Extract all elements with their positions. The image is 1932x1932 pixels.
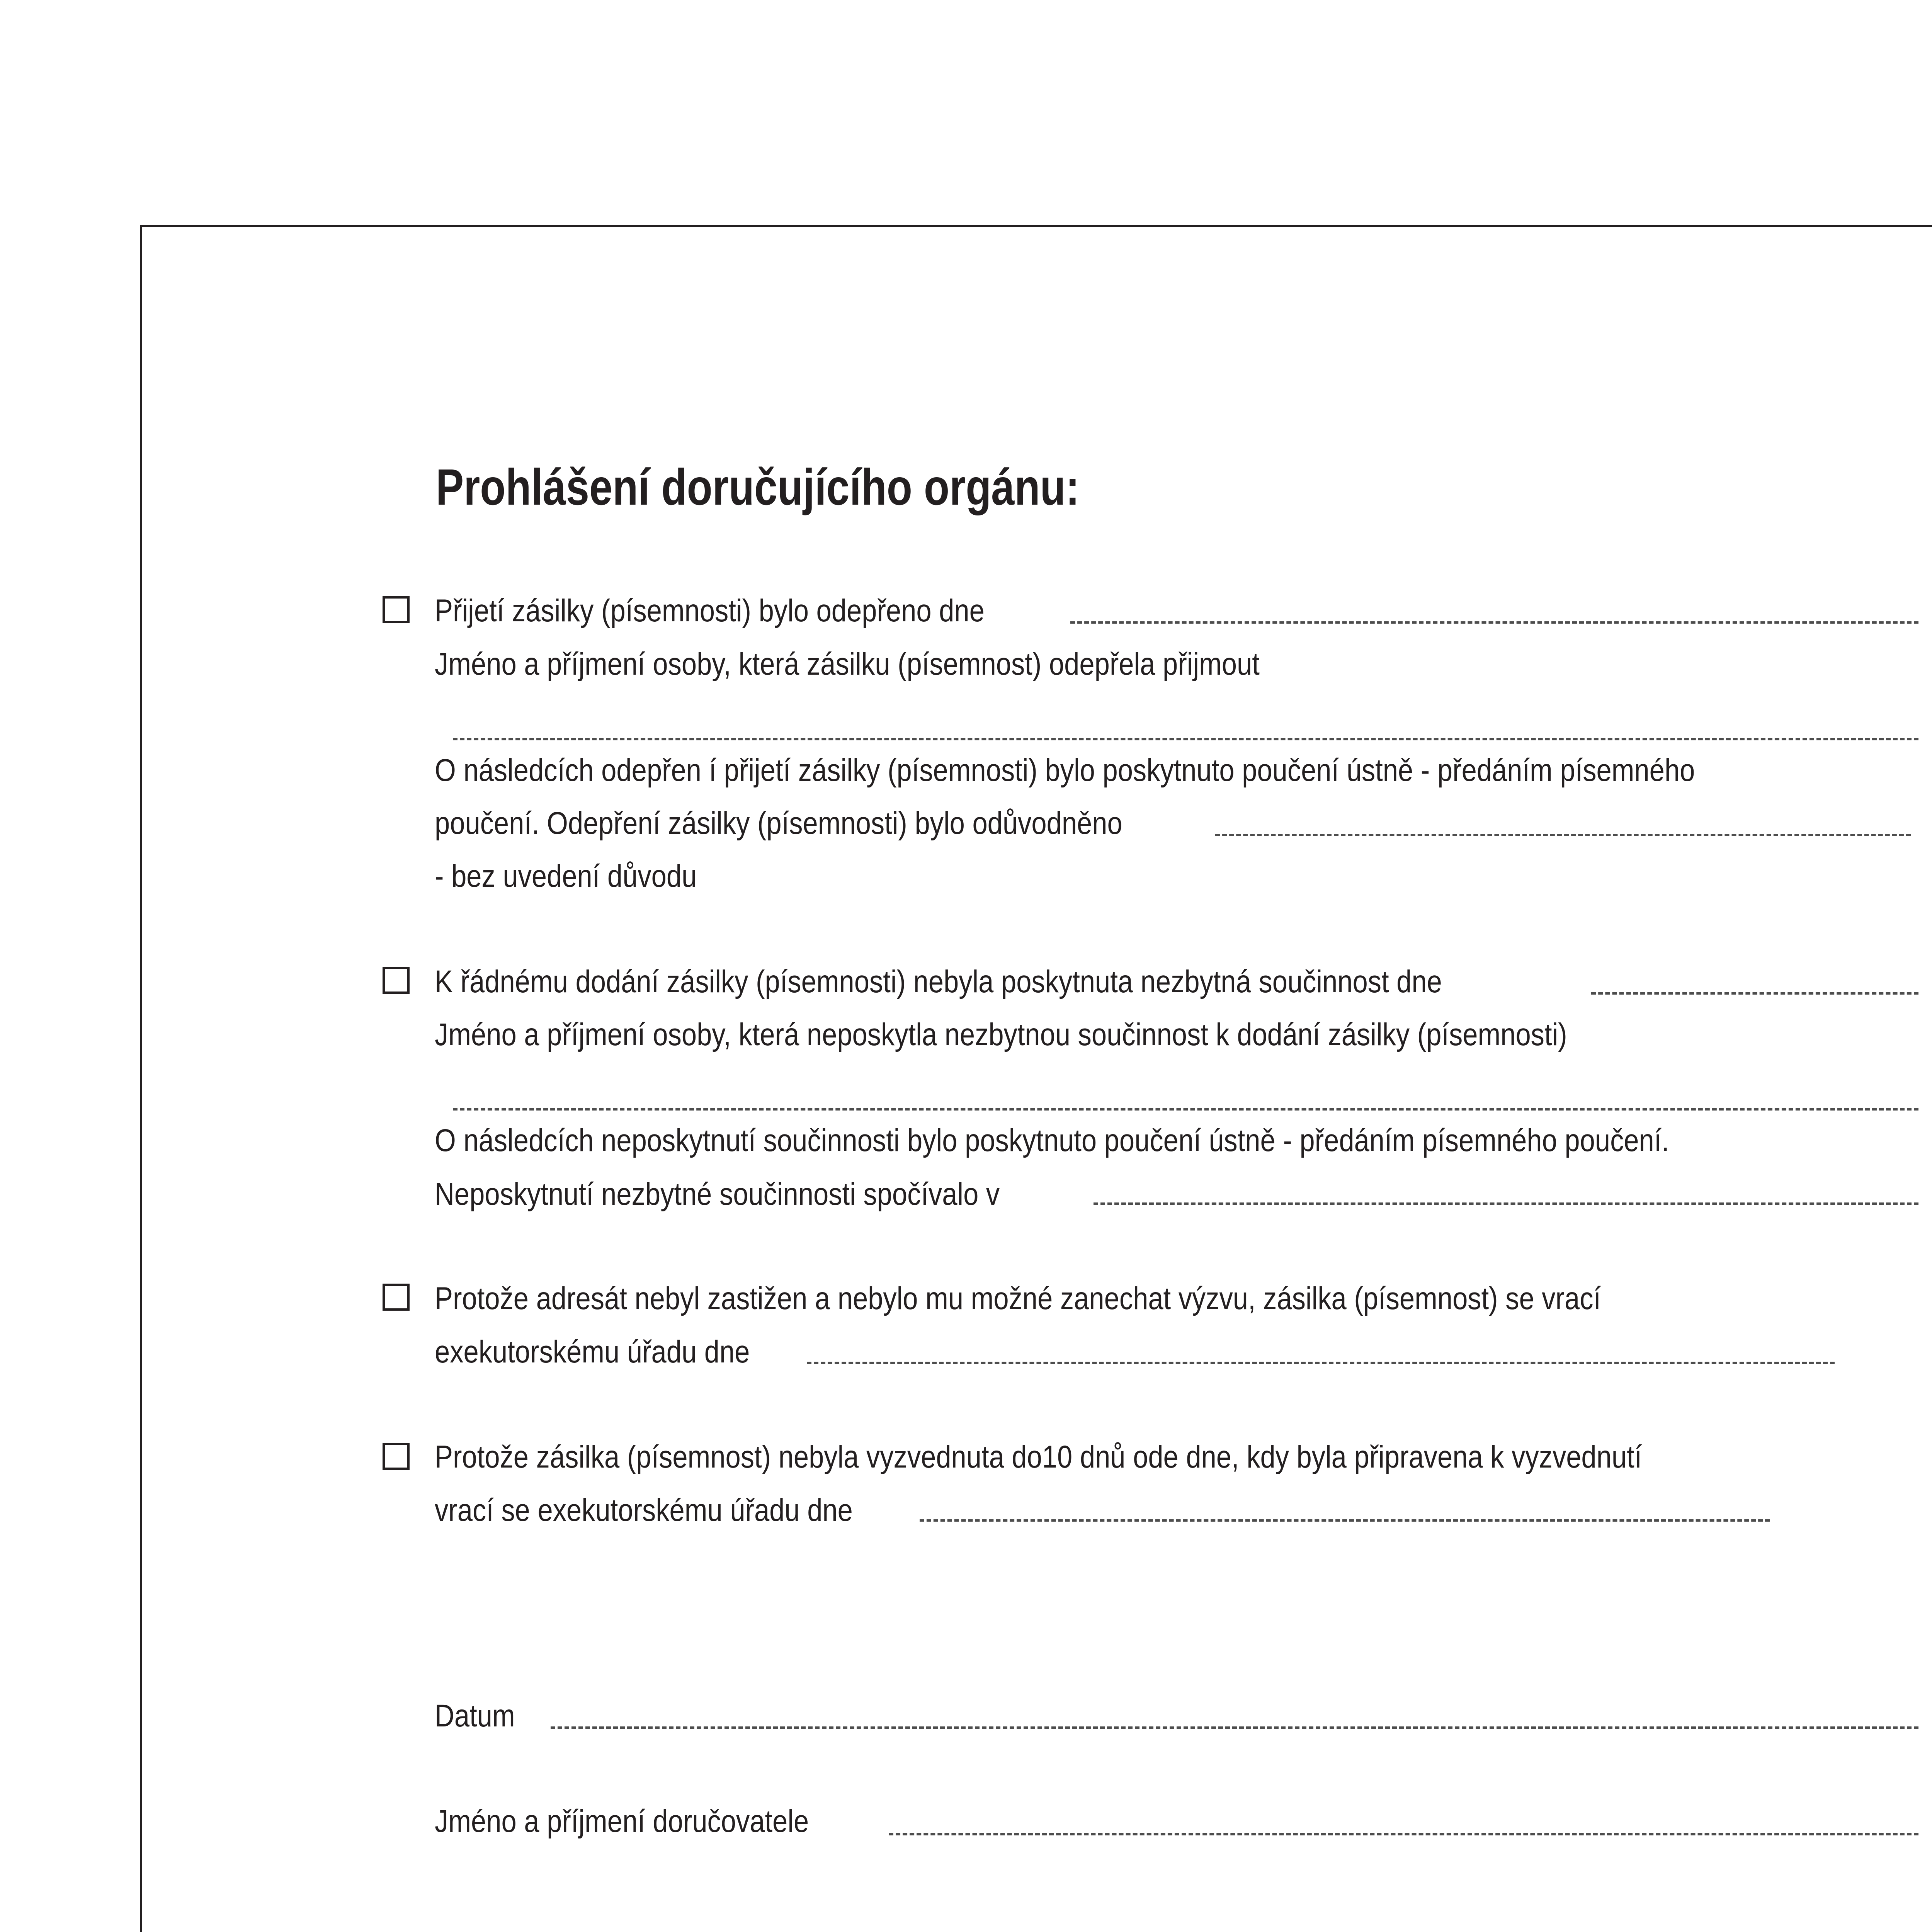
refused-date-label: Přijetí zásilky (písemnosti) bylo odepřeno dne <box>435 593 985 628</box>
date-label: Datum <box>435 1698 515 1733</box>
non-cooperation-detail-field[interactable] <box>1094 1202 1918 1205</box>
form-title: Prohlášení doručujícího orgánu: <box>436 459 1080 515</box>
not-collected-return-date-field[interactable] <box>920 1519 1770 1522</box>
not-collected-text: Protože zásilka (písemnost) nebyla vyzvednuta do10 dnů ode dne, kdy byla připravena k vyzvednutí <box>435 1439 1642 1475</box>
no-reason-option: - bez uvedení důvodu <box>435 859 697 894</box>
addressee-absent-text: Protože adresát nebyl zastižen a nebylo mu možné zanechat výzvu, zásilka (písemnost) se vrací <box>435 1281 1601 1316</box>
refusal-reason-field[interactable] <box>1215 834 1911 836</box>
refusing-person-label: Jméno a příjmení osoby, která zásilku (písemnost) odepřela přijmout <box>435 646 1260 682</box>
no-cooperation-date-label: K řádnému dodání zásilky (písemnosti) nebyla poskytnuta nezbytná součinnost dne <box>435 964 1442 999</box>
courier-name-label: Jméno a příjmení doručovatele <box>435 1804 809 1839</box>
non-cooperating-person-field[interactable] <box>453 1108 1918 1111</box>
non-cooperation-consequences-text: O následcích neposkytnutí součinnosti bylo poskytnuto poučení ústně - předáním písemného poučení. <box>435 1123 1669 1158</box>
non-cooperating-person-label: Jméno a příjmení osoby, která neposkytla nezbytnou součinnost k dodání zásilky (písemnosti) <box>435 1017 1567 1052</box>
non-cooperation-detail-label: Neposkytnutí nezbytné součinnosti spočívalo v <box>435 1177 1000 1212</box>
no-cooperation-date-field[interactable] <box>1591 992 1918 995</box>
checkbox-delivery-refused[interactable] <box>383 596 410 623</box>
refused-date-field[interactable] <box>1070 621 1918 624</box>
courier-name-field[interactable] <box>889 1833 1918 1835</box>
absent-return-date-field[interactable] <box>807 1362 1835 1364</box>
refusal-reason-label: poučení. Odepření zásilky (písemnosti) bylo odůvodněno <box>435 806 1122 841</box>
not-collected-return-date-label: vrací se exekutorskému úřadu dne <box>435 1493 853 1528</box>
date-field[interactable] <box>551 1726 1918 1729</box>
checkbox-not-collected[interactable] <box>383 1443 410 1470</box>
refusal-consequences-text: O následcích odepřen í přijetí zásilky (písemnosti) bylo poskytnuto poučení ústně - předáním písemného <box>435 753 1695 788</box>
absent-return-date-label: exekutorskému úřadu dne <box>435 1334 750 1369</box>
checkbox-no-cooperation[interactable] <box>383 967 410 994</box>
refusing-person-field[interactable] <box>453 738 1918 740</box>
checkbox-addressee-absent[interactable] <box>383 1284 410 1311</box>
